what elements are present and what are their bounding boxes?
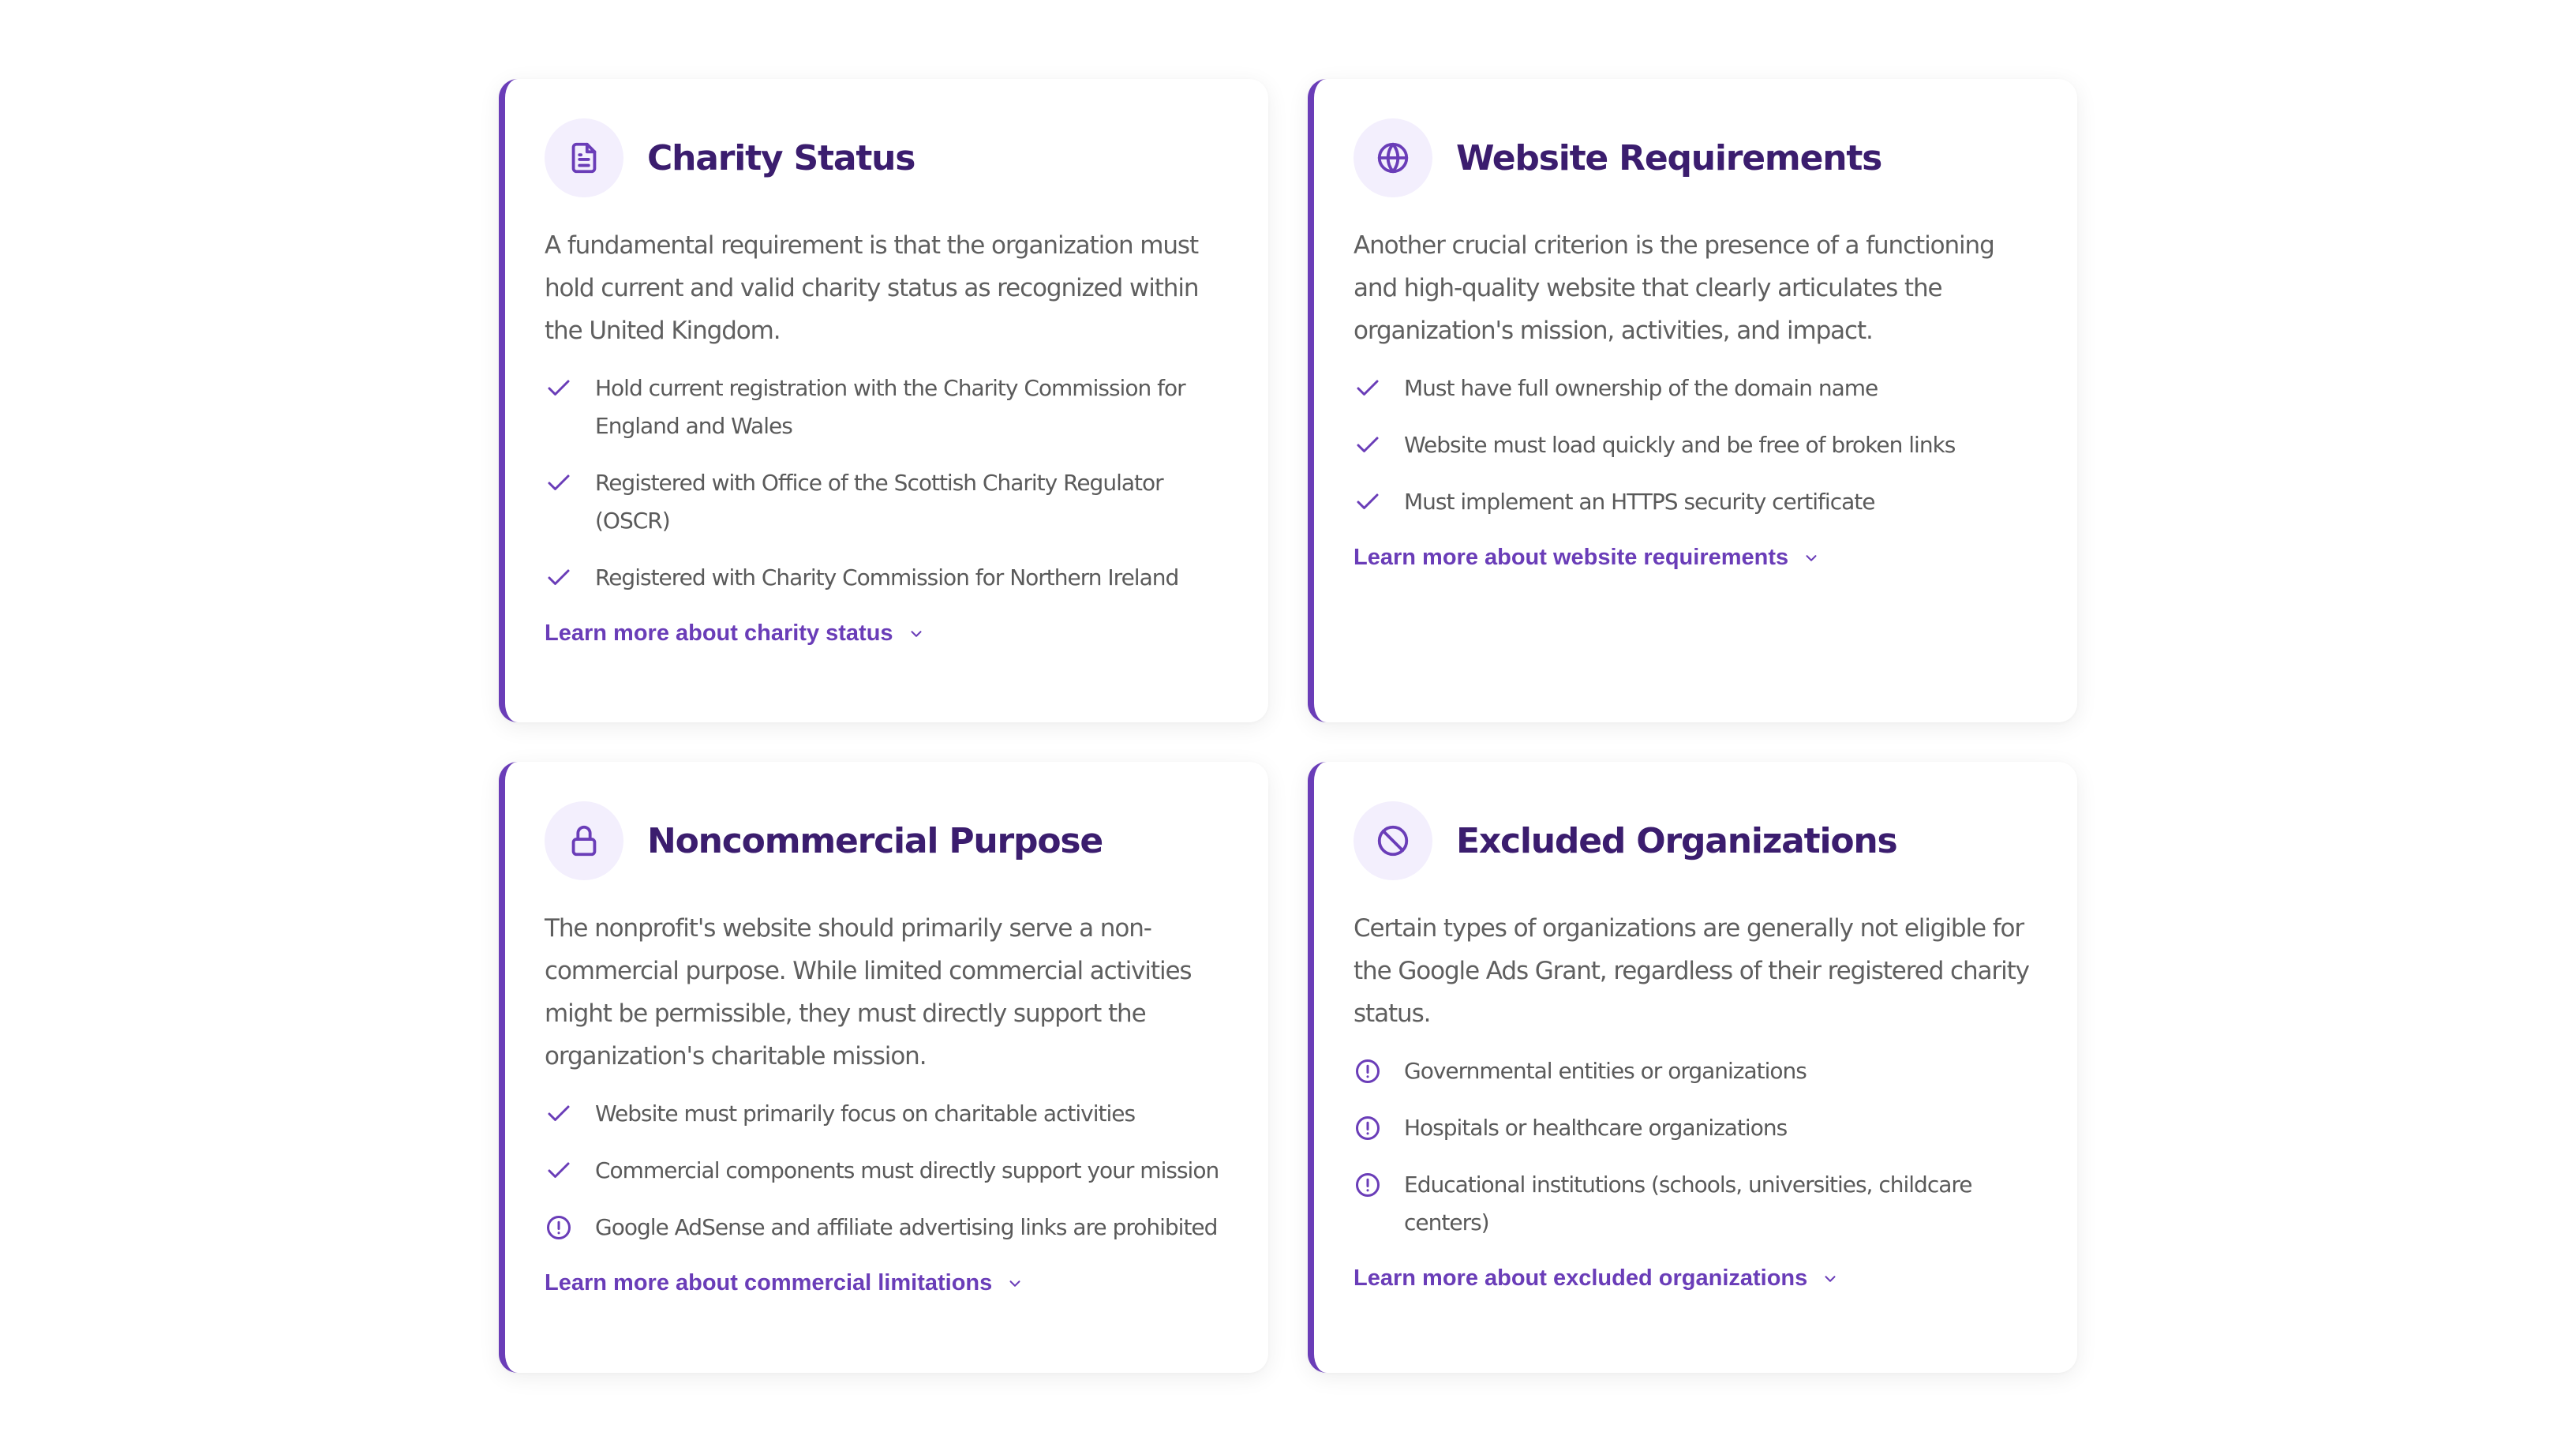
ban-icon [1354, 801, 1432, 880]
check-icon [545, 1095, 576, 1133]
list-item-text: Must implement an HTTPS security certificate [1404, 489, 1875, 515]
list-item-text: Google AdSense and affiliate advertising links are prohibited [595, 1214, 1218, 1240]
link-label: Learn more about website requirements [1354, 545, 1789, 570]
card-header [545, 118, 1227, 197]
list-item-text: Website must primarily focus on charitable activities [595, 1100, 1136, 1127]
requirements-list [1354, 1052, 2036, 1242]
list-item [545, 464, 1227, 540]
list-item-text: Registered with Charity Commission for Northern Ireland [595, 564, 1179, 591]
list-item [1354, 483, 2036, 521]
requirements-list [545, 369, 1227, 597]
list-item-text: Must have full ownership of the domain name [1404, 375, 1878, 401]
list-item-text: Commercial components must directly support your mission [595, 1157, 1219, 1183]
list-item [545, 1152, 1227, 1190]
alert-circle-icon [1354, 1166, 1385, 1204]
learn-more-commercial-limitations-link[interactable] [545, 1270, 1024, 1296]
list-item-text: Hospitals or healthcare organizations [1404, 1115, 1788, 1141]
check-icon [545, 369, 576, 407]
requirements-list [545, 1095, 1227, 1247]
card-description: A fundamental requirement is that the organization must hold current and valid charity status as recognized within the United Kingdom. [545, 231, 1199, 345]
card-charity-status [499, 79, 1268, 722]
card-noncommercial-purpose [499, 762, 1268, 1373]
card-description: Another crucial criterion is the presence of a functioning and high-quality website that clearly articulates the organization's mission, activities, and impact. [1354, 231, 1994, 345]
card-title: Website Requirements [1456, 137, 1882, 178]
card-description: Certain types of organizations are generally not eligible for the Google Ads Grant, regardless of their registered charity status. [1354, 914, 2029, 1028]
alert-circle-icon [1354, 1052, 1385, 1090]
card-title: Excluded Organizations [1456, 820, 1897, 861]
list-item [1354, 369, 2036, 407]
list-item [545, 559, 1227, 597]
card-header [1354, 801, 2036, 880]
list-item [1354, 1109, 2036, 1147]
list-item [545, 1095, 1227, 1133]
globe-icon [1354, 118, 1432, 197]
list-item [1354, 1166, 2036, 1242]
check-icon [1354, 483, 1385, 521]
learn-more-website-requirements-link[interactable] [1354, 545, 1820, 571]
check-icon [545, 1152, 576, 1190]
learn-more-charity-status-link[interactable] [545, 621, 925, 647]
list-item-text: Registered with Office of the Scottish Charity Regulator (OSCR) [595, 470, 1163, 534]
lock-icon [545, 801, 623, 880]
chevron-down-icon [1822, 1270, 1839, 1288]
list-item [545, 1209, 1227, 1247]
document-icon [545, 118, 623, 197]
chevron-down-icon [1006, 1275, 1024, 1292]
alert-circle-icon [545, 1209, 576, 1247]
chevron-down-icon [1803, 549, 1820, 567]
card-title: Charity Status [647, 137, 915, 178]
check-icon [1354, 369, 1385, 407]
alert-circle-icon [1354, 1109, 1385, 1147]
card-excluded-organizations [1308, 762, 2077, 1373]
link-label: Learn more about excluded organizations [1354, 1265, 1808, 1291]
eligibility-cards-grid [499, 79, 2077, 1373]
list-item [1354, 1052, 2036, 1090]
requirements-list [1354, 369, 2036, 521]
check-icon [1354, 426, 1385, 464]
card-description: The nonprofit's website should primarily serve a non-commercial purpose. While limited commercial activities might be permissible, they must directly support the organization's charitable mission. [545, 914, 1192, 1070]
check-icon [545, 559, 576, 597]
link-label: Learn more about charity status [545, 621, 893, 646]
list-item-text: Governmental entities or organizations [1404, 1058, 1807, 1084]
list-item [545, 369, 1227, 445]
link-label: Learn more about commercial limitations [545, 1270, 993, 1295]
card-website-requirements [1308, 79, 2077, 722]
list-item-text: Educational institutions (schools, universities, childcare centers) [1404, 1172, 1972, 1235]
card-title: Noncommercial Purpose [647, 820, 1103, 861]
list-item [1354, 426, 2036, 464]
check-icon [545, 464, 576, 502]
card-header [545, 801, 1227, 880]
chevron-down-icon [908, 625, 925, 643]
list-item-text: Hold current registration with the Charity Commission for England and Wales [595, 375, 1185, 439]
list-item-text: Website must load quickly and be free of broken links [1404, 432, 1956, 458]
learn-more-excluded-organizations-link[interactable] [1354, 1265, 1839, 1292]
card-header [1354, 118, 2036, 197]
